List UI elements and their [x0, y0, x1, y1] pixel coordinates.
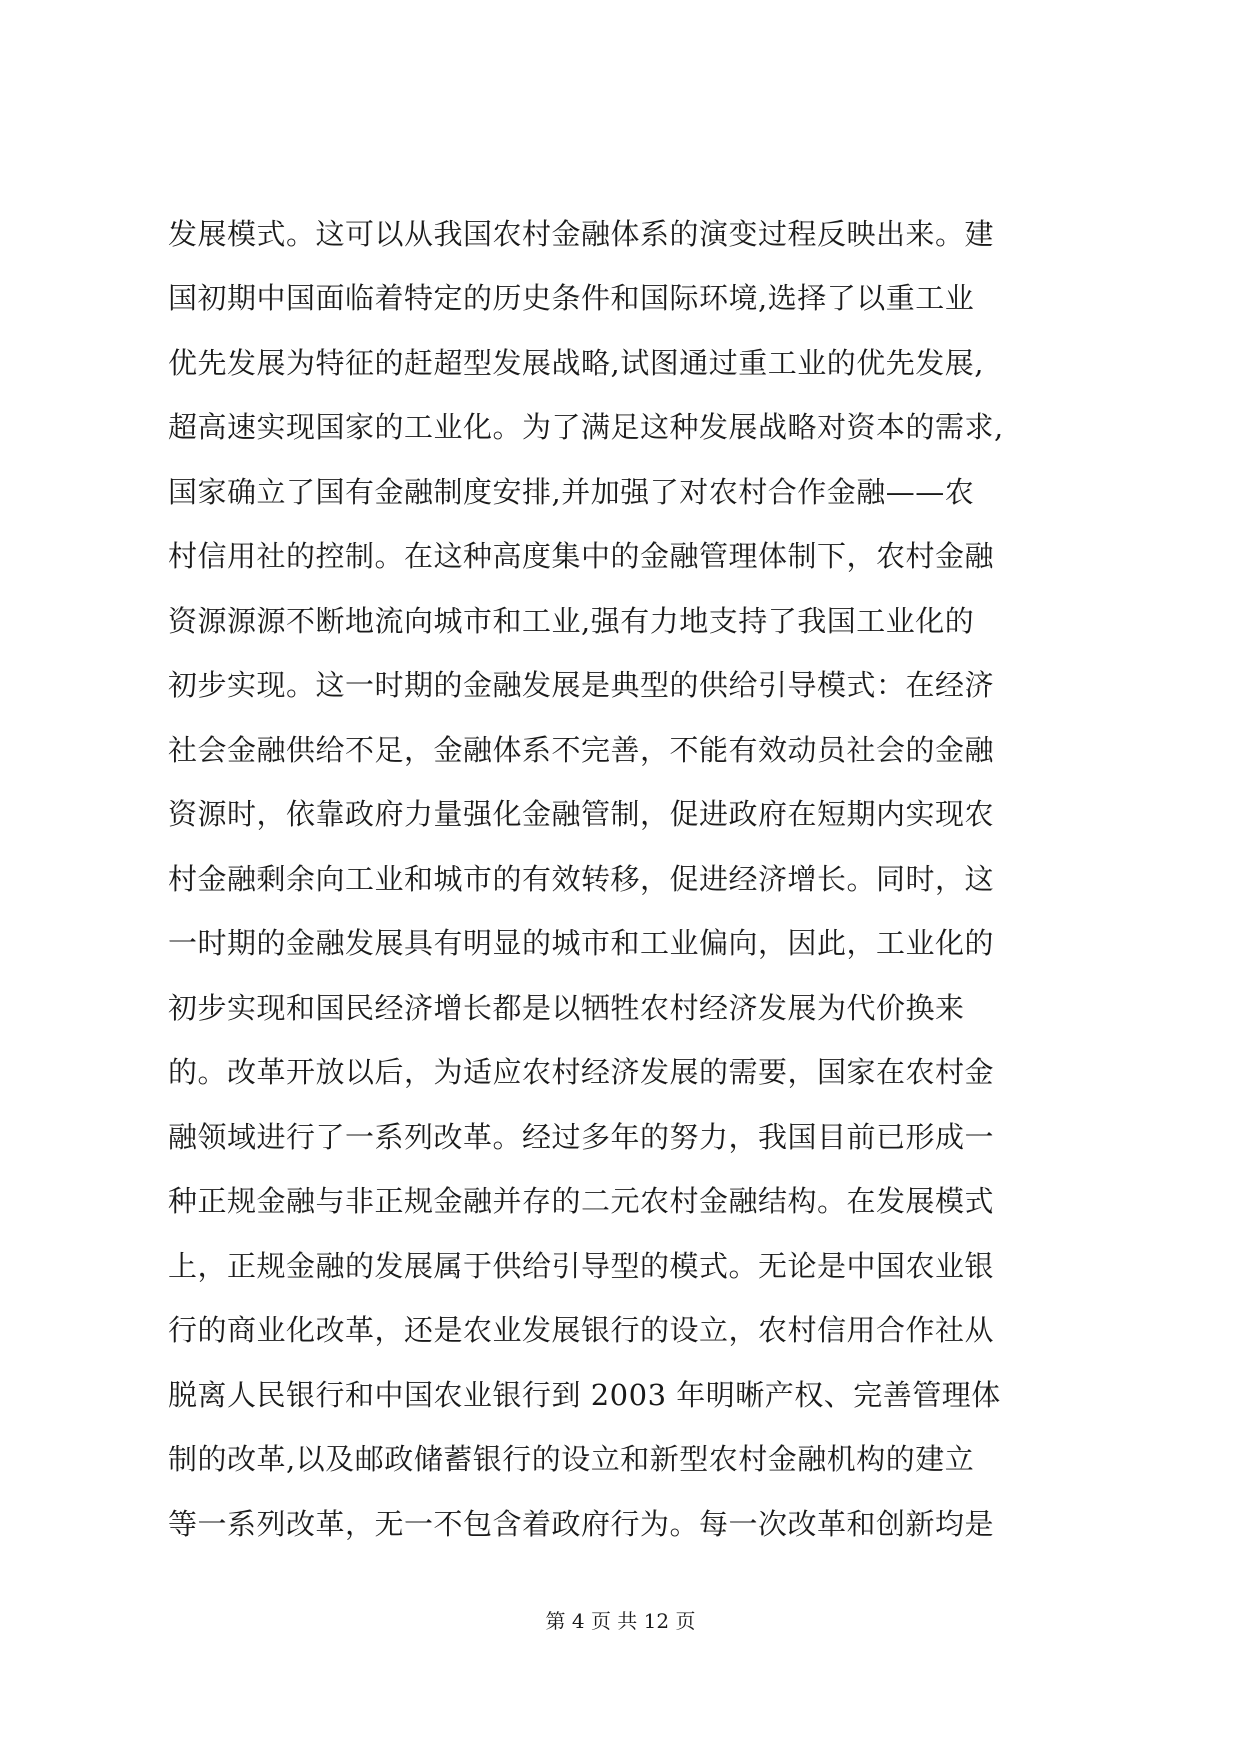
text-line: 一时期的金融发展具有明显的城市和工业偏向，因此，工业化的	[168, 926, 995, 960]
text-line: 优先发展为特征的赶超型发展战略,试图通过重工业的优先发展,	[168, 346, 984, 380]
text-line: 社会金融供给不足，金融体系不完善，不能有效动员社会的金融	[168, 733, 995, 767]
text-line: 村信用社的控制。在这种高度集中的金融管理体制下，农村金融	[168, 539, 995, 573]
text-line: 村金融剩余向工业和城市的有效转移，促进经济增长。同时，这	[168, 862, 995, 896]
text-line: 初步实现和国民经济增长都是以牺牲农村经济发展为代价换来	[168, 991, 965, 1025]
text-line: 超高速实现国家的工业化。为了满足这种发展战略对资本的需求,	[168, 410, 1004, 444]
page-number-footer: 第 4 页 共 12 页	[545, 1609, 696, 1633]
text-line: 上，正规金融的发展属于供给引导型的模式。无论是中国农业银	[168, 1249, 995, 1283]
text-line: 种正规金融与非正规金融并存的二元农村金融结构。在发展模式	[168, 1184, 995, 1218]
text-line: 的。改革开放以后，为适应农村经济发展的需要，国家在农村金	[168, 1055, 995, 1089]
text-line: 等一系列改革，无一不包含着政府行为。每一次改革和创新均是	[168, 1507, 995, 1541]
text-line: 发展模式。这可以从我国农村金融体系的演变过程反映出来。建	[168, 217, 995, 251]
text-line: 融领域进行了一系列改革。经过多年的努力，我国目前已形成一	[168, 1120, 995, 1154]
text-line: 制的改革,以及邮政储蓄银行的设立和新型农村金融机构的建立	[168, 1442, 975, 1476]
text-line: 国初期中国面临着特定的历史条件和国际环境,选择了以重工业	[168, 281, 975, 315]
text-line: 行的商业化改革，还是农业发展银行的设立，农村信用合作社从	[168, 1313, 995, 1347]
text-line: 资源源源不断地流向城市和工业,强有力地支持了我国工业化的	[168, 604, 975, 638]
text-line: 国家确立了国有金融制度安排,并加强了对农村合作金融——农	[168, 475, 975, 509]
text-line: 资源时，依靠政府力量强化金融管制，促进政府在短期内实现农	[168, 797, 995, 831]
text-line: 初步实现。这一时期的金融发展是典型的供给引导模式：在经济	[168, 668, 995, 702]
text-line: 脱离人民银行和中国农业银行到 2003 年明晰产权、完善管理体	[168, 1378, 1001, 1412]
